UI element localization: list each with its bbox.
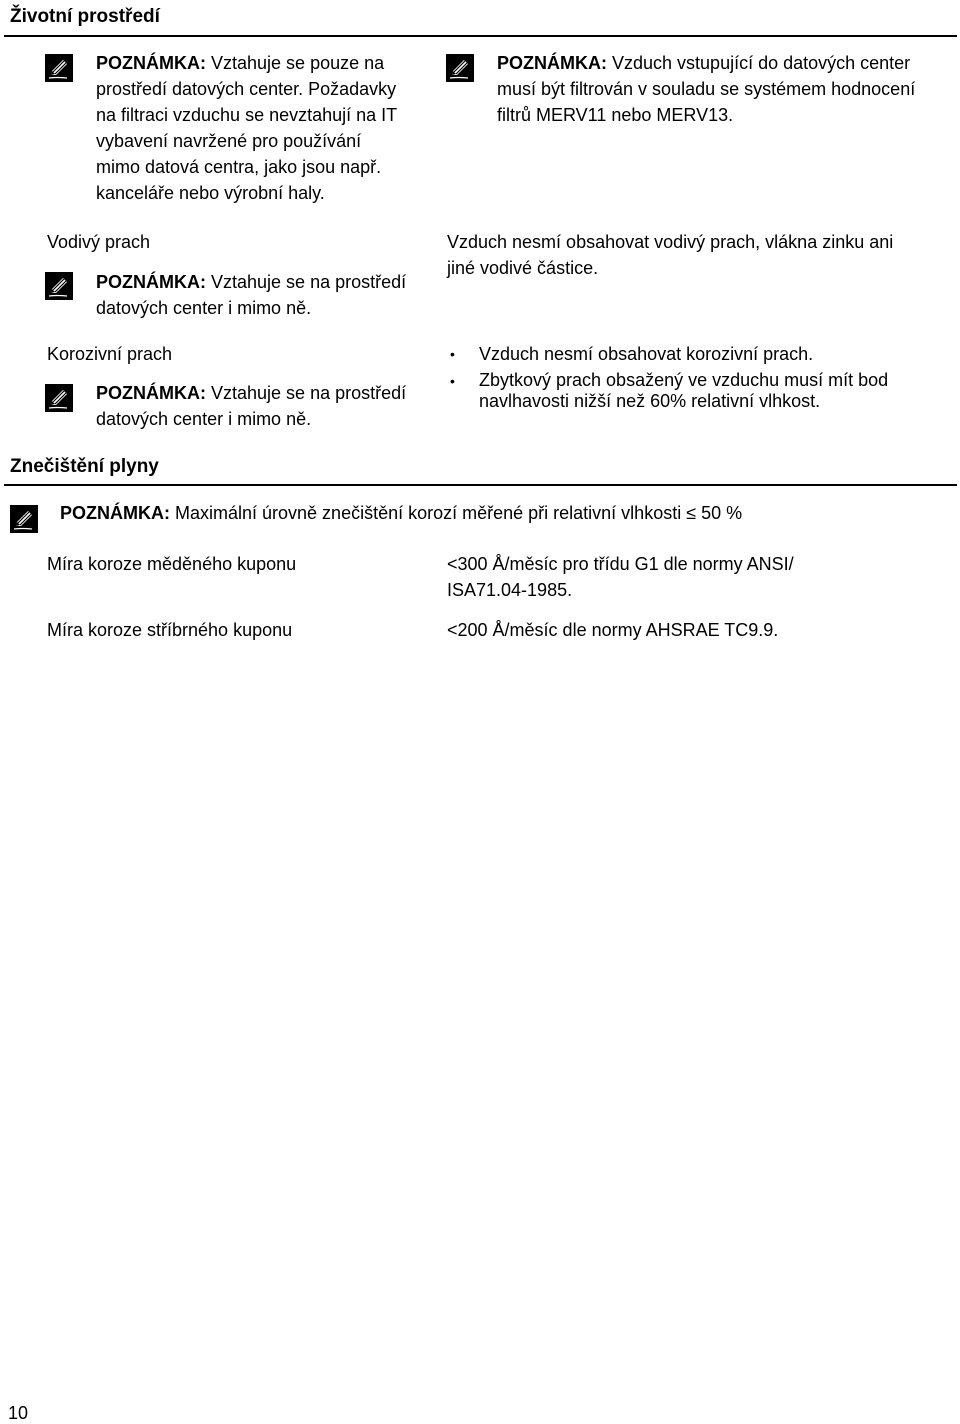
note-left-text [96,50,436,206]
note-right-text [497,50,957,128]
bullet-text: Vzduch nesmí obsahovat korozivní prach. [479,344,814,364]
note-text: datových center i mimo ně. [96,298,312,318]
row-value-silver-coupon [447,617,947,643]
note-pen-icon [45,272,73,300]
note-text: Vztahuje se pouze na [206,53,385,73]
note-pen-icon [446,54,474,82]
row-note-corrosive-dust [96,380,441,432]
section-title-gas-pollution: Znečištění plyny [10,456,159,477]
note-text: filtrů MERV11 nebo MERV13. [497,105,734,125]
gas-note-text [60,500,940,526]
note-text: Vztahuje se na prostředí [206,383,407,403]
value-line: Vzduch nesmí obsahovat vodivý prach, vlákna zinku ani [447,232,894,252]
row-label-corrosive-dust: Korozivní prach [47,344,173,364]
note-text: prostředí datových center. Požadavky [96,79,397,99]
note-text: musí být filtrován v souladu se systémem hodnocení [497,79,916,99]
row-label-silver-coupon: Míra koroze stříbrného kuponu [47,620,293,640]
note-text: vybavení navržené pro používání [96,131,362,151]
row-label-copper-coupon: Míra koroze měděného kuponu [47,554,297,574]
value-line: ISA71.04-1985. [447,580,573,600]
note-text: na filtraci vzduchu se nevztahují na IT [96,105,398,125]
bullet-text: Zbytkový prach obsažený ve vzduchu musí mít bod [479,370,889,390]
value-line: jiné vodivé částice. [447,258,599,278]
page-number: 10 [8,1403,29,1423]
note-text: Vzduch vstupující do datových center [607,53,911,73]
note-text: datových center i mimo ně. [96,409,312,429]
note-pen-icon [45,384,73,412]
value-line: <200 Å/měsíc dle normy AHSRAE TC9.9. [447,620,779,640]
bullet-marker: • [450,373,455,389]
note-pen-icon [10,505,38,533]
note-label: POZNÁMKA: [497,53,607,73]
bullet-marker: • [450,346,455,362]
note-label: POZNÁMKA: [96,53,206,73]
row-note-conductive-dust [96,269,441,321]
note-label: POZNÁMKA: [60,503,170,523]
bullet-item [479,370,949,412]
bullet-text: navlhavosti nižší než 60% relativní vlhkost. [479,391,821,411]
row-value-conductive-dust [447,229,947,281]
row-label-conductive-dust: Vodivý prach [47,232,151,252]
note-label: POZNÁMKA: [96,383,206,403]
note-text: Maximální úrovně znečištění korozí měřené při relativní vlhkosti ≤ 50 % [170,503,743,523]
note-text: mimo datová centra, jako jsou např. [96,157,382,177]
value-line: <300 Å/měsíc pro třídu G1 dle normy ANSI/ [447,554,794,574]
row-value-copper-coupon [447,551,947,603]
note-label: POZNÁMKA: [96,272,206,292]
title-underline [4,484,957,486]
section-title-environment: Životní prostředí [10,6,160,27]
title-underline [4,35,957,37]
bullet-item [479,341,949,367]
note-pen-icon [45,54,73,82]
note-text: Vztahuje se na prostředí [206,272,407,292]
note-text: kanceláře nebo výrobní haly. [96,183,325,203]
